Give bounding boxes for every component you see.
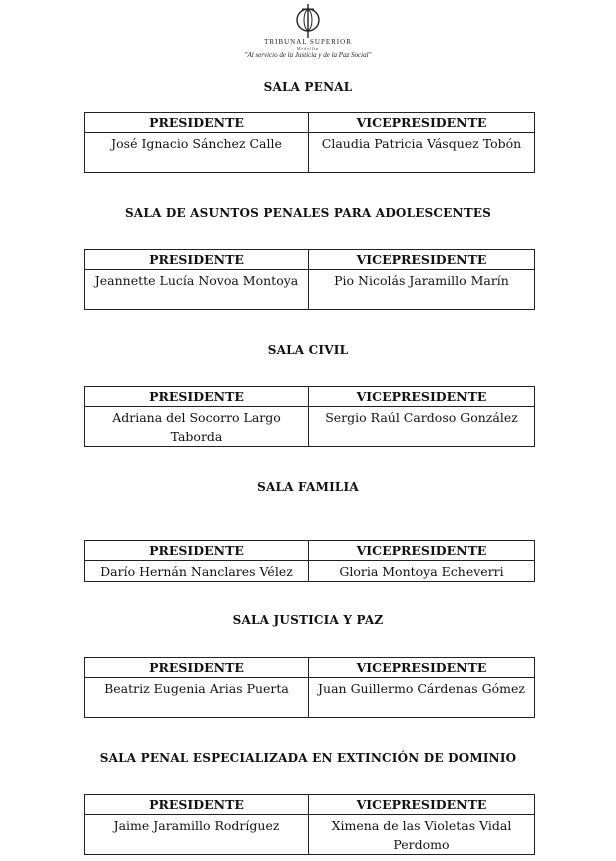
table-row (85, 407, 535, 447)
header-president: PRESIDENTE (85, 387, 309, 407)
header-vice-president: VICEPRESIDENTE (309, 541, 535, 561)
section-table-container (84, 657, 534, 718)
officers-table (84, 657, 535, 718)
section-table-container (84, 794, 534, 855)
vice-president-name: Sergio Raúl Cardoso González (309, 407, 535, 447)
table-header-row (85, 113, 535, 133)
section-table-container (84, 112, 534, 173)
section-title: SALA PENAL ESPECIALIZADA EN EXTINCIÓN DE DOMINIO (99, 751, 517, 765)
officers-table (84, 112, 535, 173)
section-title: SALA PENAL (263, 80, 353, 94)
tribunal-emblem-icon (293, 4, 323, 38)
header-vice-president: VICEPRESIDENTE (309, 658, 535, 678)
officers-table (84, 386, 535, 447)
header-vice-president: VICEPRESIDENTE (309, 795, 535, 815)
table-header-row (85, 387, 535, 407)
table-row (85, 133, 535, 173)
vice-president-name: Ximena de las Violetas Vidal Perdomo (309, 815, 535, 855)
table-header-row (85, 795, 535, 815)
vice-president-name: Claudia Patricia Vásquez Tobón (309, 133, 535, 173)
header-vice-president: VICEPRESIDENTE (309, 113, 535, 133)
header-president: PRESIDENTE (85, 795, 309, 815)
header-logo (0, 4, 616, 60)
section-title: SALA FAMILIA (257, 480, 359, 494)
section-table-container (84, 249, 534, 310)
section-title: SALA JUSTICIA Y PAZ (232, 613, 384, 627)
vice-president-name: Gloria Montoya Echeverri (309, 561, 535, 582)
table-header-row (85, 658, 535, 678)
president-name: Beatriz Eugenia Arias Puerta (85, 678, 309, 718)
table-row (85, 561, 535, 582)
president-name: Darío Hernán Nanclares Vélez (85, 561, 309, 582)
president-name: José Ignacio Sánchez Calle (85, 133, 309, 173)
brand-motto: "Al servicio de la Justicia y de la Paz Social" (244, 51, 372, 59)
vice-president-name: Juan Guillermo Cárdenas Gómez (309, 678, 535, 718)
officers-table (84, 794, 535, 855)
table-row (85, 270, 535, 310)
section-title: SALA CIVIL (267, 343, 349, 357)
section-title: SALA DE ASUNTOS PENALES PARA ADOLESCENTES (124, 206, 492, 220)
table-row (85, 815, 535, 855)
header-vice-president: VICEPRESIDENTE (309, 250, 535, 270)
brand-city: Medellín (296, 46, 320, 51)
header-president: PRESIDENTE (85, 113, 309, 133)
header-president: PRESIDENTE (85, 541, 309, 561)
header-president: PRESIDENTE (85, 250, 309, 270)
president-name: Jeannette Lucía Novoa Montoya (85, 270, 309, 310)
table-header-row (85, 250, 535, 270)
header-president: PRESIDENTE (85, 658, 309, 678)
officers-table (84, 249, 535, 310)
header-vice-president: VICEPRESIDENTE (309, 387, 535, 407)
table-header-row (85, 541, 535, 561)
president-name: Jaime Jaramillo Rodríguez (85, 815, 309, 855)
section-table-container (84, 386, 534, 447)
brand-name: TRIBUNAL SUPERIOR (264, 38, 352, 46)
vice-president-name: Pio Nicolás Jaramillo Marín (309, 270, 535, 310)
officers-table (84, 540, 535, 582)
table-row (85, 678, 535, 718)
section-table-container (84, 540, 534, 582)
president-name: Adriana del Socorro Largo Taborda (85, 407, 309, 447)
